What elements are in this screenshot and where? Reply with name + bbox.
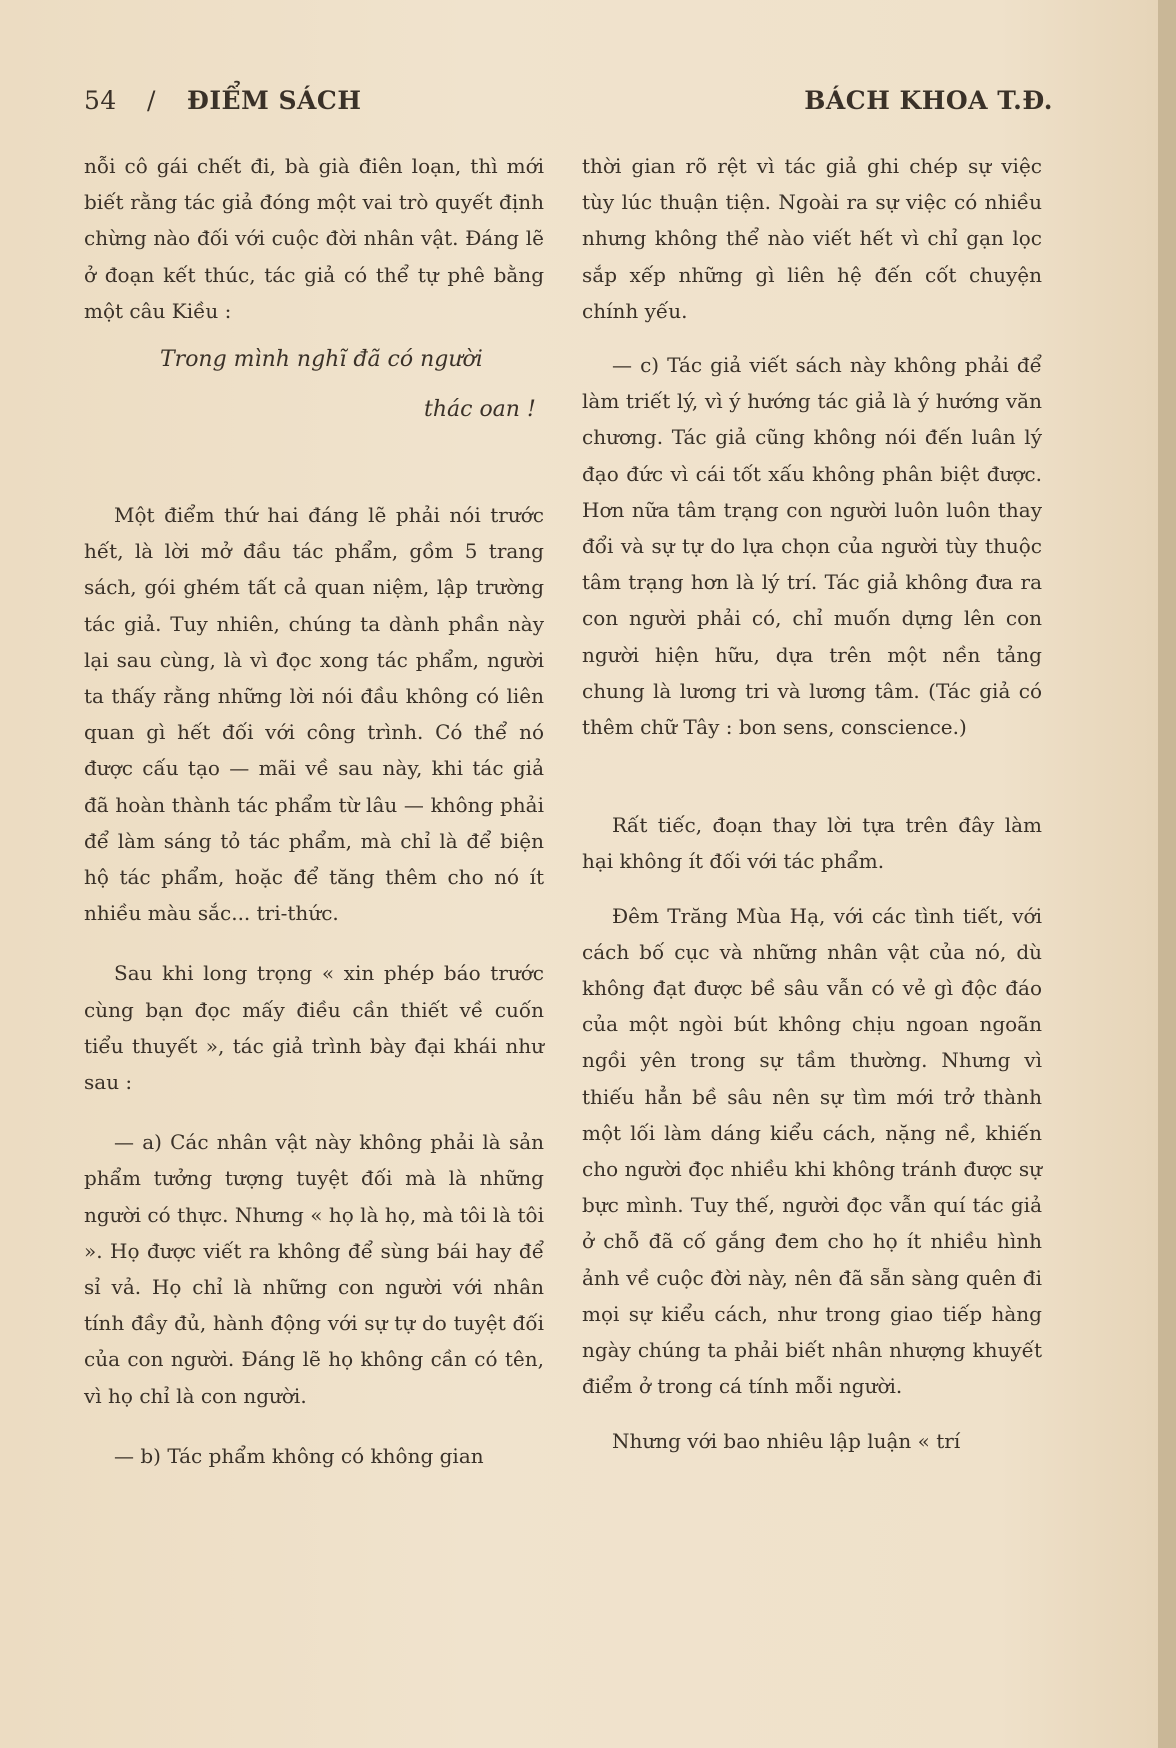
journal-title: BÁCH KHOA T.Đ. <box>804 86 1053 115</box>
paragraph: Rất tiếc, đoạn thay lời tựa trên đây làm hại không ít đối với tác phẩm. <box>582 813 1042 874</box>
header-separator: / <box>147 86 156 115</box>
paragraph: Sau khi long trọng « xin phép báo trước cùng bạn đọc mấy điều cần thiết về cuốn tiểu thuyết », tác giả trình bày đại khái như sau : <box>84 961 544 1095</box>
running-header <box>0 80 1176 120</box>
paragraph: Nhưng với bao nhiêu lập luận « trí <box>612 1428 961 1453</box>
verse-line: thác oan ! <box>424 397 536 423</box>
paragraph: — a) Các nhân vật này không phải là sản phẩm tưởng tượng tuyệt đối mà là những người có thực. Nhưng « họ là họ, mà tôi là tôi ». Họ được viết ra không để sùng bái hay để sỉ vả. Họ chỉ là những con người với nhân tính đầy đủ, hành động với sự tự do tuyệt đối của con người. Đáng lẽ họ không cần có tên, vì họ chỉ là con người. <box>84 1130 544 1408</box>
page-number: 54 <box>84 86 117 115</box>
left-column <box>84 148 544 1474</box>
verse-line: Trong mình nghĩ đã có người <box>160 347 483 373</box>
paragraph: Một điểm thứ hai đáng lẽ phải nói trước hết, là lời mở đầu tác phẩm, gồm 5 trang sách, gói ghém tất cả quan niệm, lập trường tác giả. Tuy nhiên, chúng ta dành phần này lại sau cùng, là vì đọc xong tác phẩm, người ta thấy rằng những lời nói đầu không có liên quan gì hết đối với công trình. Có thể nó được cấu tạo — mãi về sau này, khi tác giả đã hoàn thành tác phẩm từ lâu — không phải để làm sáng tỏ tác phẩm, mà chỉ là để biện hộ tác phẩm, hoặc để tăng thêm cho nó ít nhiều màu sắc... tri-thức. <box>84 503 544 926</box>
paragraph: — c) Tác giả viết sách này không phải để làm triết lý, vì ý hướng tác giả là ý hướng văn chương. Tác giả cũng không nói đến luân lý đạo đức vì cái tốt xấu không phân biệt được. Hơn nữa tâm trạng con người luôn luôn thay đổi và sự tự do lựa chọn của người tùy thuộc tâm trạng hơn là lý trí. Tác giả không đưa ra con người phải có, chỉ muốn dựng lên con người hiện hữu, dựa trên một nền tảng chung là lương tri và lương tâm. (Tác giả có thêm chữ Tây : bon sens, conscience.) <box>582 353 1042 740</box>
paragraph: — b) Tác phẩm không có không gian <box>114 1443 484 1468</box>
section-title: ĐIỂM SÁCH <box>187 86 362 115</box>
paragraph: nỗi cô gái chết đi, bà già điên loạn, thì mới biết rằng tác giả đóng một vai trò quyết định chừng nào đối với cuộc đời nhân vật. Đáng lẽ ở đoạn kết thúc, tác giả có thể tự phê bằng một câu Kiều : <box>84 154 544 323</box>
paragraph: Đêm Trăng Mùa Hạ, với các tình tiết, với cách bố cục và những nhân vật của nó, dù không đạt được bề sâu vẫn có vẻ gì độc đáo của một ngòi bút không chịu ngoan ngoãn ngồi yên trong sự tầm thường. Nhưng vì thiếu hẳn bề sâu nên sự tìm mới trở thành một lối làm dáng kiểu cách, nặng nề, khiến cho người đọc nhiều khi không tránh được sự bực mình. Tuy thế, người đọc vẫn quí tác giả ở chỗ đã cố gắng đem cho họ ít nhiều hình ảnh về cuộc đời này, nên đã sẵn sàng quên đi mọi sự kiểu cách, như trong giao tiếp hàng ngày chúng ta phải biết nhân nhượng khuyết điểm ở trong cá tính mỗi người. <box>582 903 1042 1399</box>
paragraph: thời gian rõ rệt vì tác giả ghi chép sự việc tùy lúc thuận tiện. Ngoài ra sự việc có nhiều nhưng không thể nào viết hết vì chỉ gạn lọc sắp xếp những gì liên hệ đến cốt chuyện chính yếu. <box>582 154 1042 323</box>
right-column <box>582 148 1042 1459</box>
verse-quote <box>84 335 544 435</box>
page-edge-shadow <box>1158 0 1176 1748</box>
